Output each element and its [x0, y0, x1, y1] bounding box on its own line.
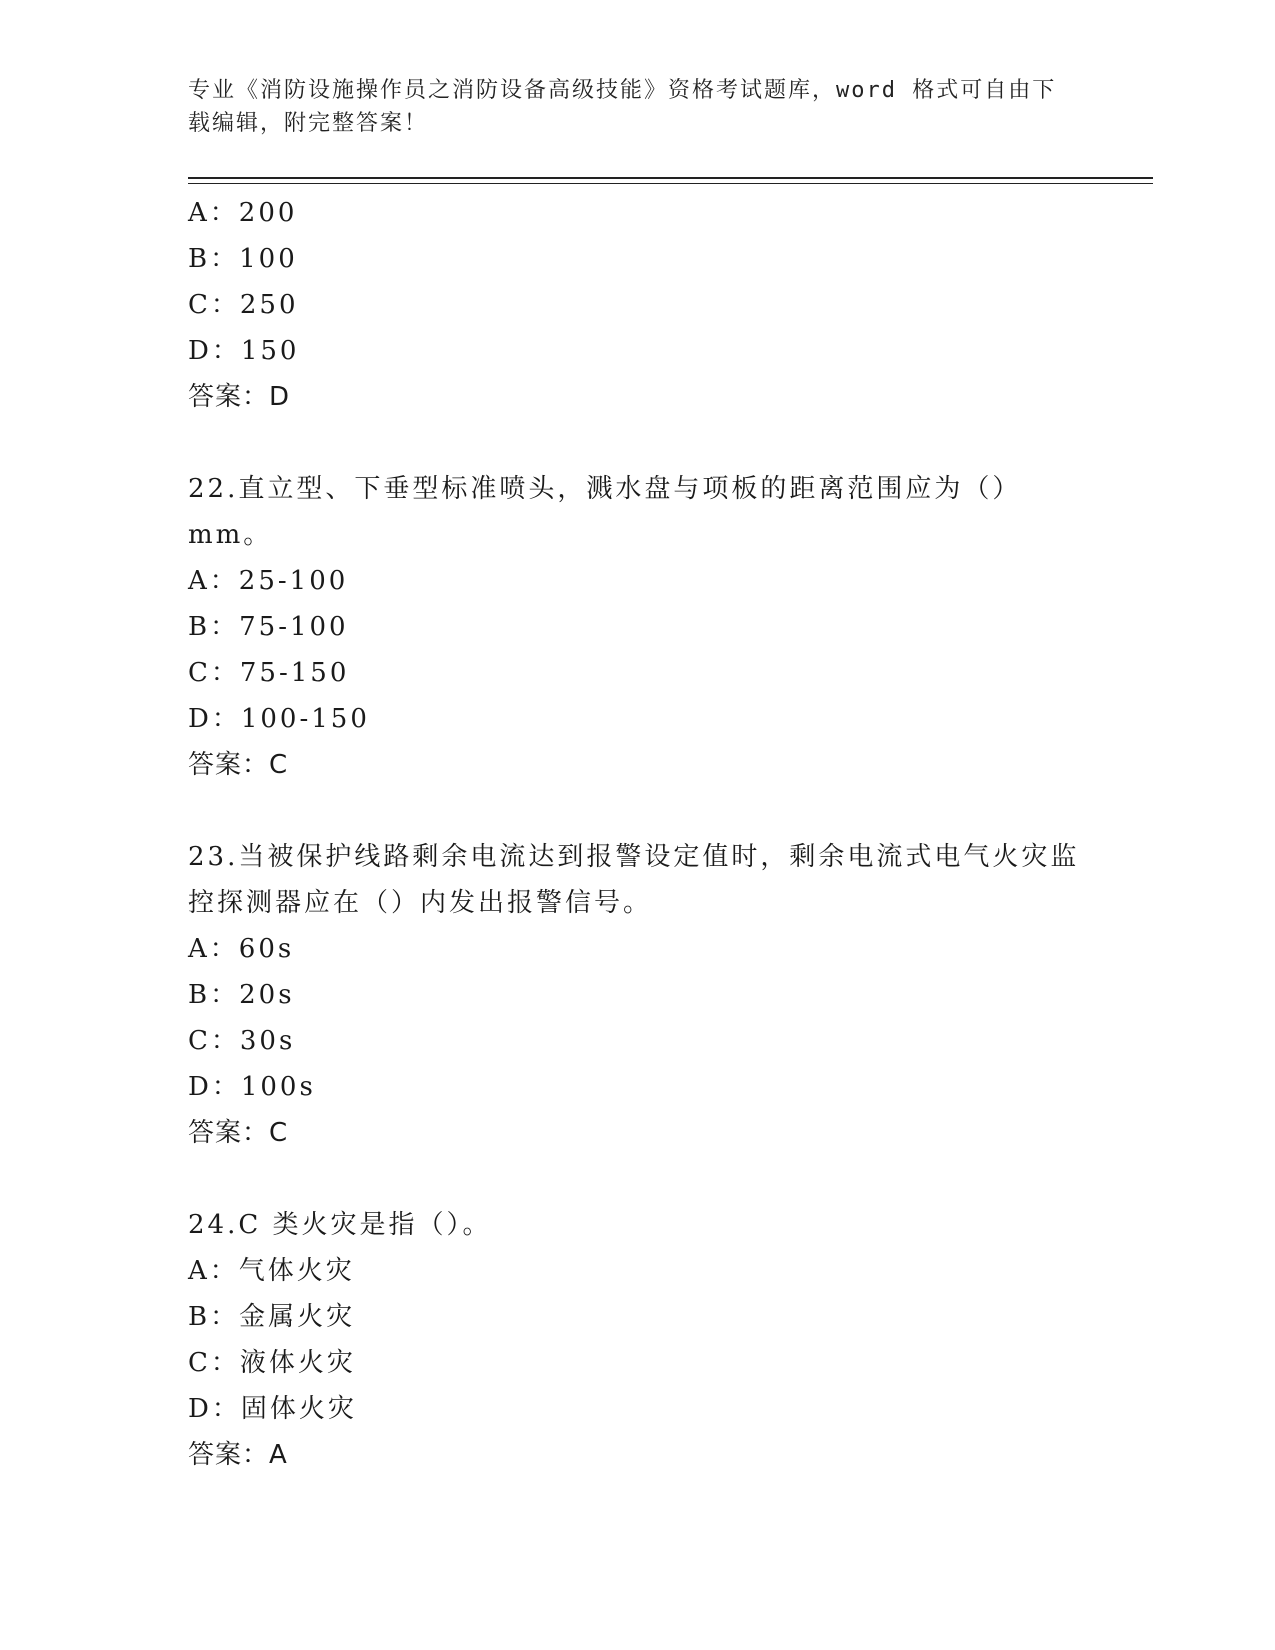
question-text: 24.C 类火灾是指（）。 [188, 1210, 492, 1240]
question-block-22 [188, 466, 1088, 788]
option-b: B：20s [188, 980, 295, 1010]
option-d: D：100-150 [188, 704, 370, 734]
question-text-line-1: 23.当被保护线路剩余电流达到报警设定值时，剩余电流式电气火灾监 [188, 842, 1080, 872]
answer-line: 答案：C [188, 1118, 289, 1148]
spacer [188, 788, 1088, 834]
option-d: D：150 [188, 336, 300, 366]
question-block-24 [188, 1202, 1088, 1478]
question-list [188, 190, 1088, 1478]
header-rule-thin [188, 183, 1153, 184]
option-d: D：100s [188, 1072, 316, 1102]
option-a: A：25-100 [188, 566, 349, 596]
option-c: C：液体火灾 [188, 1348, 356, 1378]
option-a: A：200 [188, 198, 298, 228]
option-c: C：30s [188, 1026, 296, 1056]
header-line-2: 载编辑，附完整答案！ [188, 111, 429, 136]
answer-line: 答案：C [188, 750, 289, 780]
option-c: C：250 [188, 290, 299, 320]
option-c: C：75-150 [188, 658, 350, 688]
header-rule-thick [188, 177, 1153, 179]
question-block-23 [188, 834, 1088, 1156]
answer-line: 答案：D [188, 382, 291, 412]
question-text: 22.直立型、下垂型标准喷头，溅水盘与项板的距离范围应为（）mm。 [188, 474, 1022, 550]
option-b: B：75-100 [188, 612, 349, 642]
option-a: A：60s [188, 934, 295, 964]
option-a: A：气体火灾 [188, 1256, 355, 1286]
option-b: B：100 [188, 244, 298, 274]
option-b: B：金属火灾 [188, 1302, 356, 1332]
document-header [188, 74, 1068, 140]
question-text-line-2: 控探测器应在（）内发出报警信号。 [188, 888, 653, 918]
header-line-1: 专业《消防设施操作员之消防设备高级技能》资格考试题库，word 格式可自由下 [188, 78, 1057, 103]
option-d: D：固体火灾 [188, 1394, 357, 1424]
spacer [188, 1156, 1088, 1202]
spacer [188, 420, 1088, 466]
answer-line: 答案：A [188, 1440, 288, 1470]
question-block-21 [188, 190, 1088, 420]
